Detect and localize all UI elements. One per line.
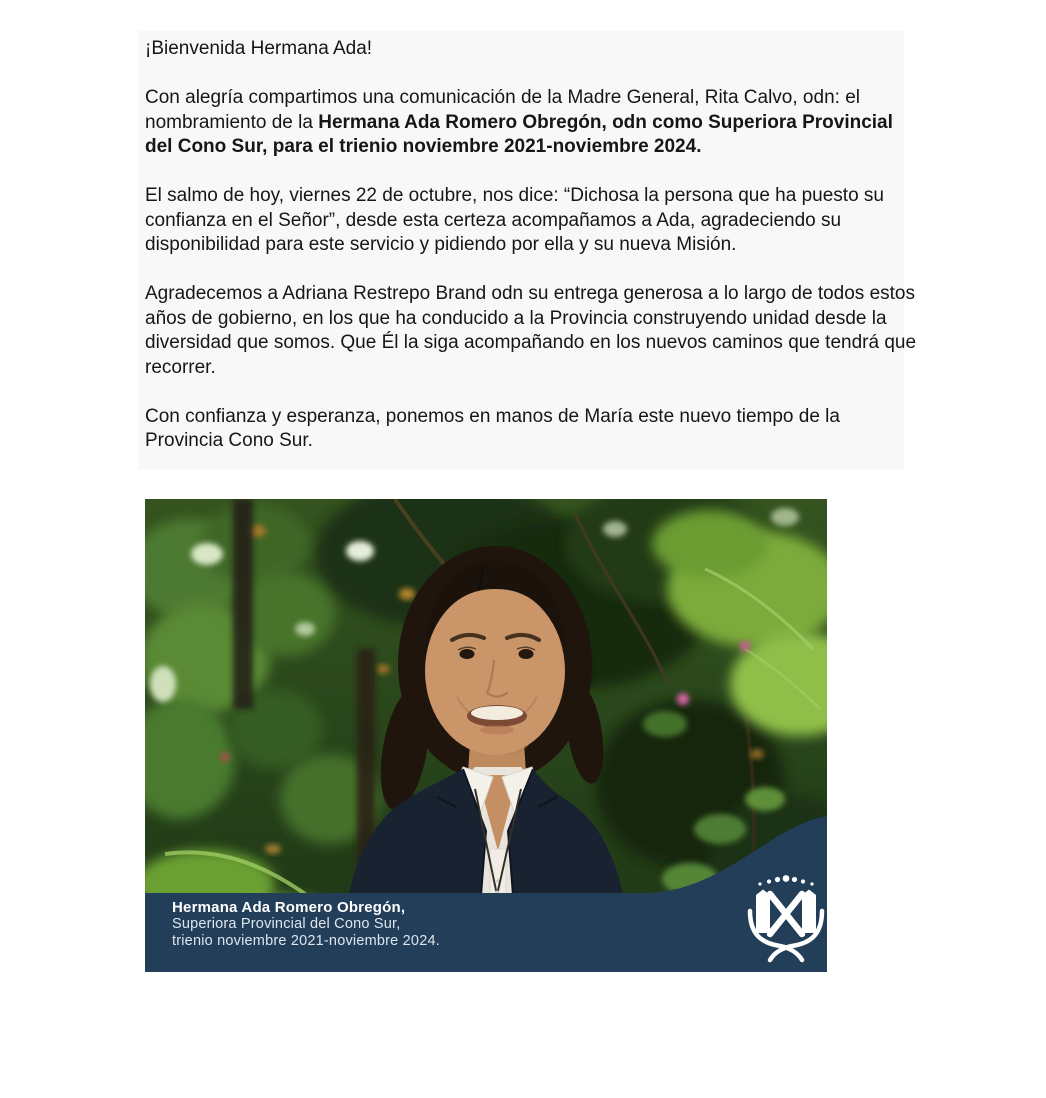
page-title: ¡Bienvenida Hermana Ada! (145, 38, 373, 59)
caption-name: Hermana Ada Romero Obregón, (172, 899, 406, 916)
caption-role: Superiora Provincial del Cono Sur, (172, 916, 401, 932)
paragraph-appointment-normal: Con alegría compartimos una comunicación de la Madre General, Rita Calvo, odn: el nombramiento de la (145, 87, 860, 133)
company-of-mary-logo-icon (746, 873, 826, 965)
photo-caption (172, 899, 440, 949)
paragraph-appointment (145, 86, 917, 160)
portrait-photo (145, 499, 827, 972)
paragraph-thanks: Agradecemos a Adriana Restrepo Brand odn su entrega generosa a lo largo de todos estos años de gobierno, en los que ha conducido a la Provincia construyendo unidad desde la diversidad que somos. Que Él la siga acompañando en los nuevos caminos que tendrá que recorrer. (145, 283, 917, 378)
announcement-text-panel (138, 31, 917, 470)
am-monogram-icon (746, 873, 826, 965)
paragraph-closing: Con confianza y esperanza, ponemos en manos de María este nuevo tiempo de la Provincia Cono Sur. (145, 405, 840, 451)
paragraph-appointment-bold: Hermana Ada Romero Obregón, odn como Superiora Provincial del Cono Sur, para el trienio noviembre 2021-noviembre 2024. (145, 111, 893, 157)
caption-triennium: trienio noviembre 2021-noviembre 2024. (172, 932, 440, 949)
paragraph-psalm: El salmo de hoy, viernes 22 de octubre, nos dice: “Dichosa la persona que ha puesto su confianza en el Señor”, desde esta certeza acompañamos a Ada, agradeciendo su disponibilidad para este servicio y pidiendo por ella y su nueva Misión. (145, 185, 884, 255)
